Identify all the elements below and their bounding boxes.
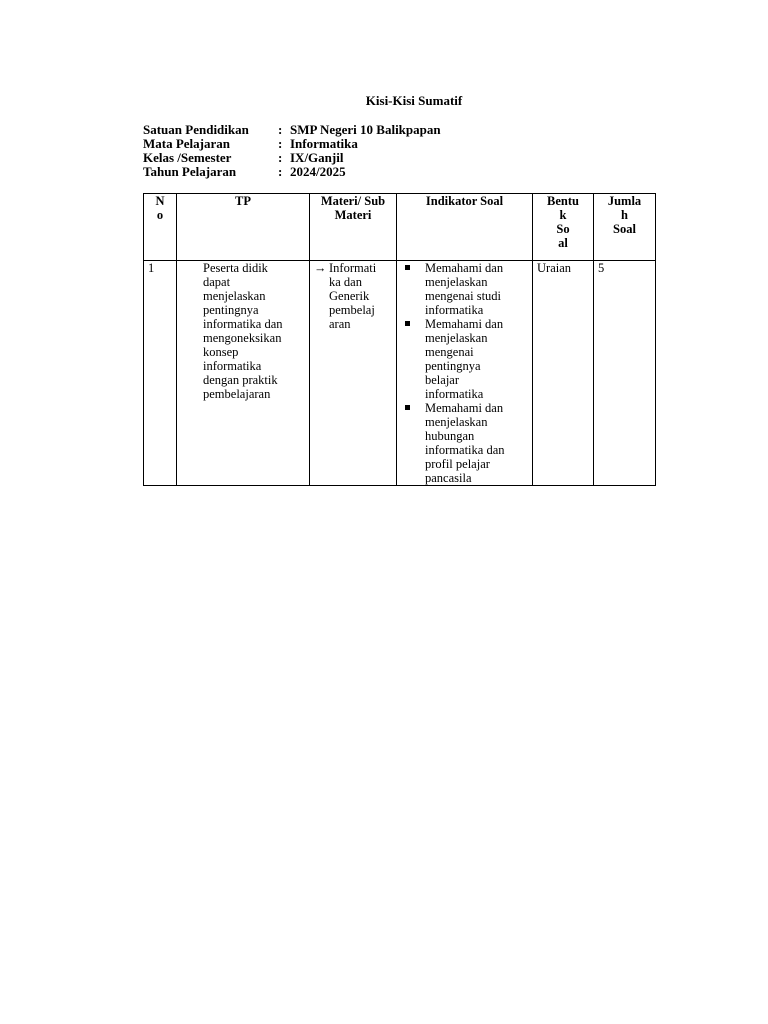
- info-colon: :: [278, 164, 283, 179]
- info-label: Tahun Pelajaran: [143, 164, 237, 179]
- header-jumlah-soal: Jumla h Soal: [594, 194, 656, 261]
- header-materi: Materi/ Sub Materi: [310, 194, 397, 261]
- list-item: Memahami dan menjelaskan mengenai pentingnya belajar informatika: [401, 317, 528, 401]
- table-row: [144, 261, 656, 486]
- cell-tp: [177, 261, 310, 486]
- kisi-kisi-table: [143, 193, 656, 486]
- square-bullet-icon: [401, 261, 425, 317]
- header-bentuk-soal: Bentu k So al: [533, 194, 594, 261]
- square-bullet-icon: [401, 401, 425, 485]
- document-title: Kisi-Kisi Sumatif: [365, 93, 463, 108]
- header-tp: TP: [177, 194, 310, 261]
- cell-indikator: [397, 261, 533, 486]
- info-label: Satuan Pendidikan: [143, 122, 249, 137]
- arrow-right-icon: →: [314, 261, 327, 275]
- info-label: Mata Pelajaran: [143, 136, 231, 151]
- info-row: [143, 165, 441, 179]
- info-row: [143, 137, 441, 151]
- info-row: [143, 151, 441, 165]
- indikator-list: [401, 261, 528, 485]
- square-bullet-icon: [401, 317, 425, 401]
- cell-jumlah-soal: 5: [594, 261, 656, 486]
- info-colon: :: [278, 150, 283, 165]
- info-value: SMP Negeri 10 Balikpapan: [290, 122, 441, 137]
- cell-no: 1: [144, 261, 177, 486]
- info-block: [143, 123, 441, 179]
- tp-text: Peserta didik dapat menjelaskan pentingnya informatika dan mengoneksikan konsep informatika dengan praktik pembelajaran: [203, 261, 283, 401]
- header-no: N o: [144, 194, 177, 261]
- list-item: Memahami dan menjelaskan mengenai studi informatika: [401, 261, 528, 317]
- table-header-row: [144, 194, 656, 261]
- info-colon: :: [278, 136, 283, 151]
- info-row: [143, 123, 441, 137]
- info-colon: :: [278, 122, 283, 137]
- info-value: 2024/2025: [290, 164, 346, 179]
- cell-materi: [310, 261, 397, 486]
- cell-bentuk-soal: Uraian: [533, 261, 594, 486]
- info-value: Informatika: [290, 136, 358, 151]
- info-value: IX/Ganjil: [290, 150, 344, 165]
- header-indikator: Indikator Soal: [397, 194, 533, 261]
- materi-text: Informati ka dan Generik pembelaj aran: [329, 261, 377, 331]
- list-item: Memahami dan menjelaskan hubungan informatika dan profil pelajar pancasila: [401, 401, 528, 485]
- info-label: Kelas /Semester: [143, 150, 232, 165]
